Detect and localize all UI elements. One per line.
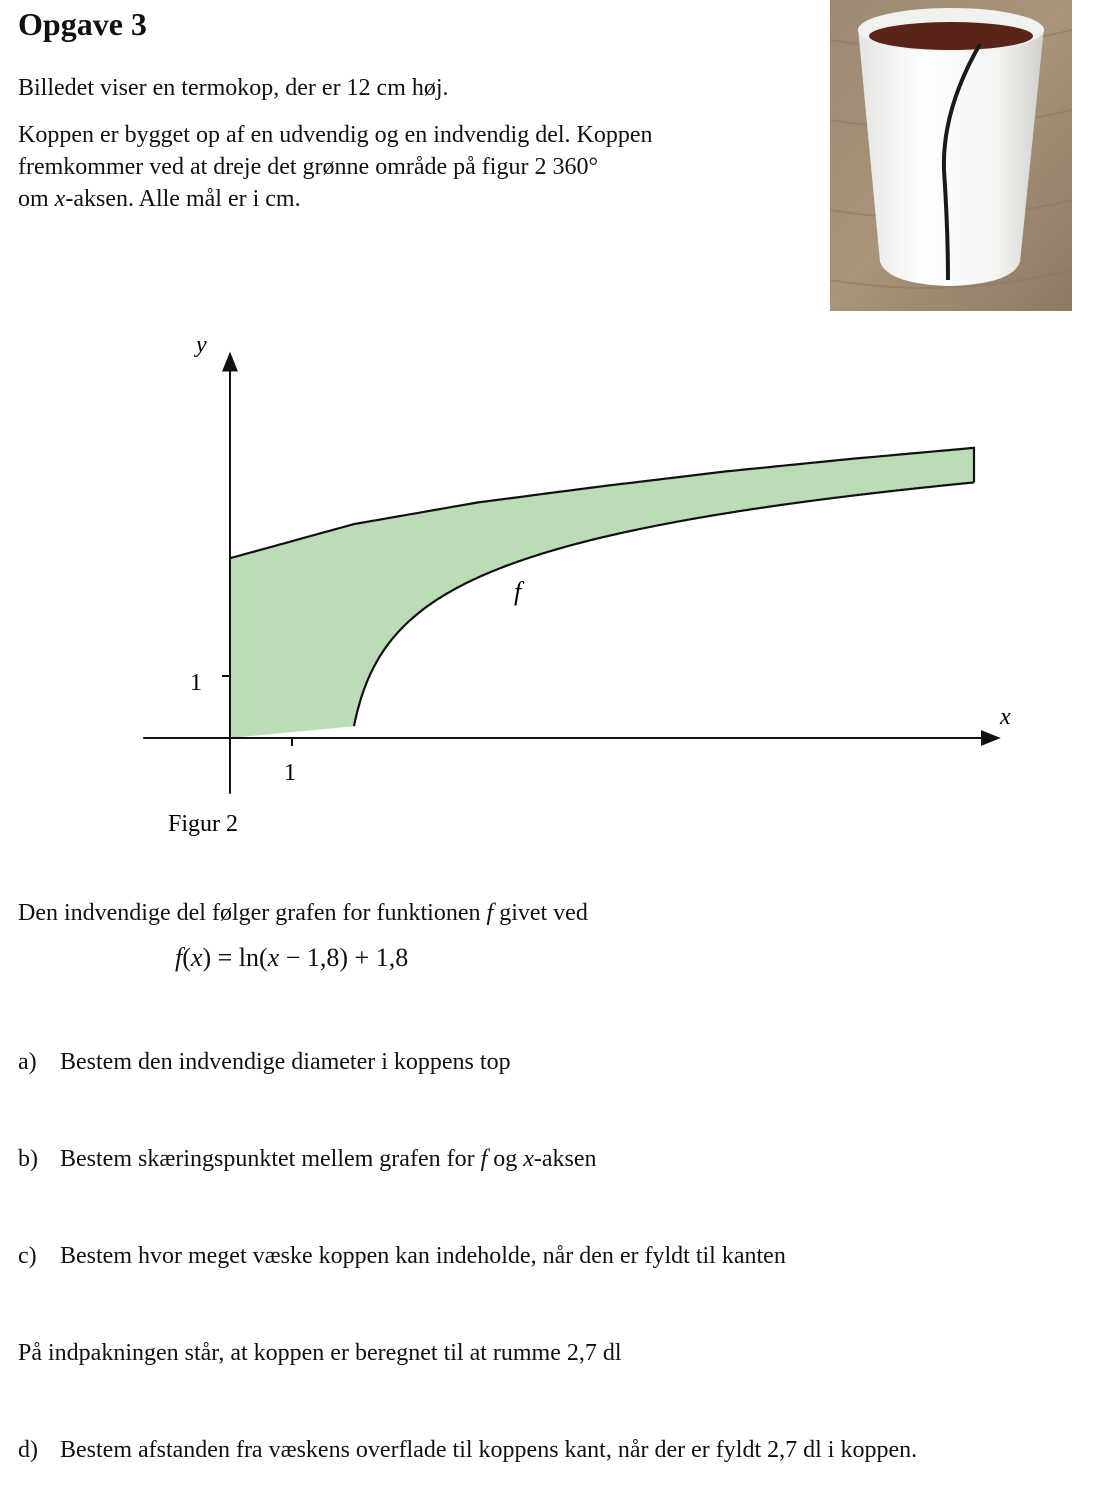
cup-image [830, 0, 1072, 311]
figure-caption: Figur 2 [168, 811, 239, 837]
intro-line-2: Koppen er bygget op af en udvendig og en indvendig del. Koppen [18, 122, 653, 148]
question-d: d) Bestem afstanden fra væskens overflade til koppens kant, når der er fyldt 2,7 dl i koppen. [18, 1437, 918, 1463]
cup-body [858, 18, 1044, 286]
cup-photo [830, 0, 1072, 311]
page-title: Opgave 3 [18, 6, 147, 42]
question-b: b) Bestem skæringspunktet mellem grafen for f og x-aksen [18, 1146, 597, 1172]
var-x: x [54, 186, 66, 212]
x-tick-label: 1 [284, 760, 296, 786]
figure-2 [140, 328, 1040, 858]
tea-surface [869, 22, 1033, 50]
definition-text: Den indvendige del følger grafen for funktionen f givet ved [18, 900, 588, 926]
figure-svg [140, 328, 1040, 858]
intro-line-4: om x-aksen. Alle mål er i cm. [18, 186, 301, 212]
formula-f: f(x) = ln(x − 1,8) + 1,8 [175, 943, 409, 972]
intro-line-1: Billedet viser en termokop, der er 12 cm høj. [18, 75, 449, 101]
package-note: På indpakningen står, at koppen er beregnet til at rumme 2,7 dl [18, 1340, 622, 1366]
green-region [230, 448, 974, 738]
question-a: a) Bestem den indvendige diameter i koppens top [18, 1049, 511, 1075]
var-f: f [486, 900, 494, 926]
f-curve-label: f [514, 577, 522, 606]
y-tick-label: 1 [190, 670, 202, 696]
intro-line-3: fremkommer ved at dreje det grønne område på figur 2 360° [18, 154, 599, 180]
question-c: c) Bestem hvor meget væske koppen kan indeholde, når den er fyldt til kanten [18, 1243, 786, 1269]
x-axis-label: x [1000, 704, 1011, 730]
y-axis-label: y [196, 332, 207, 358]
